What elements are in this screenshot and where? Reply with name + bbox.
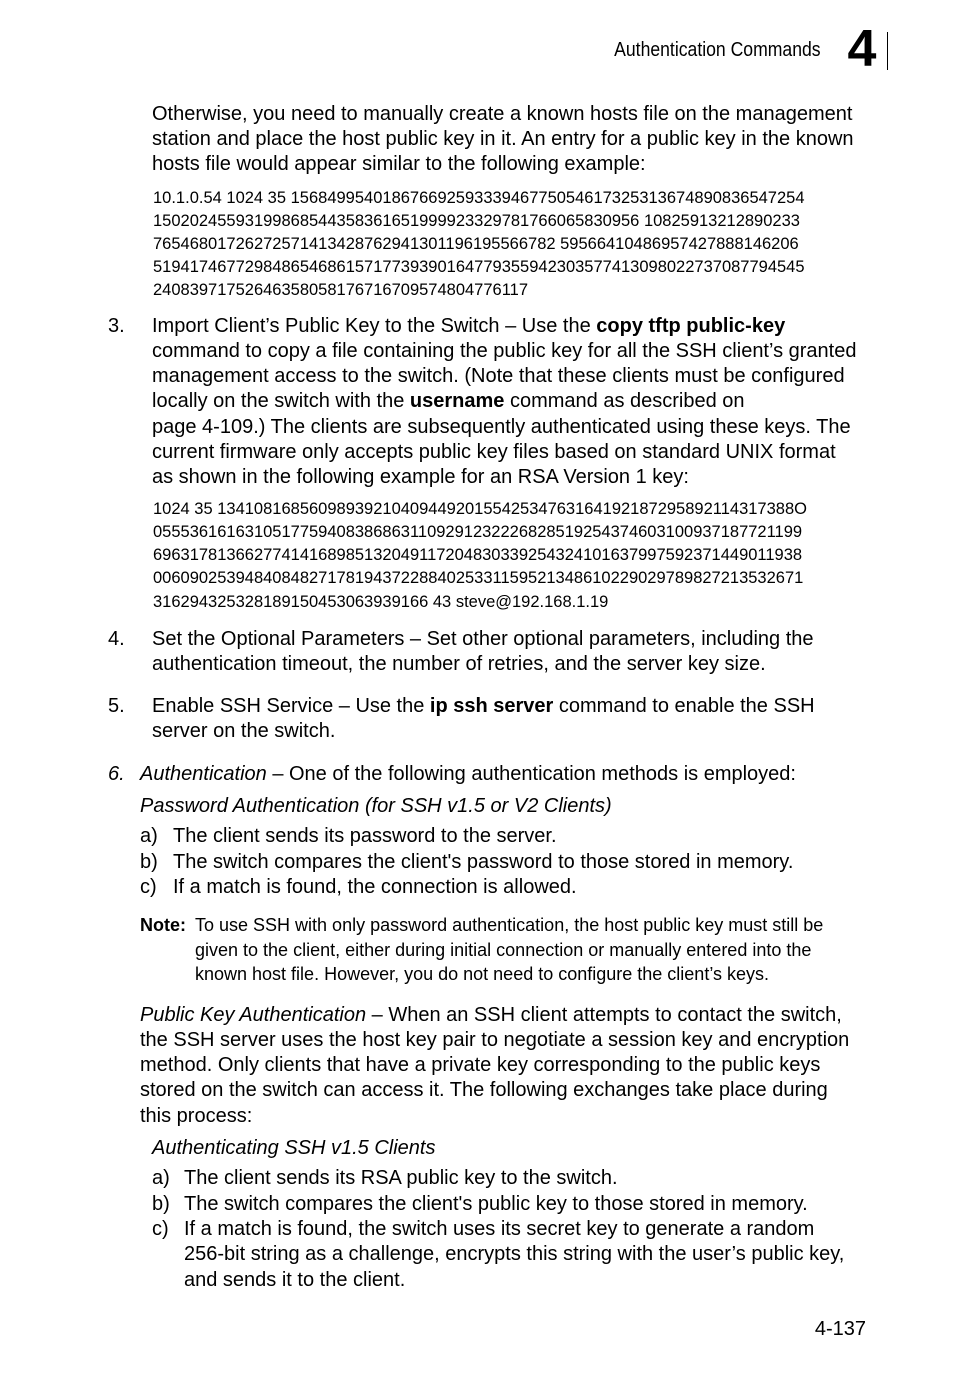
step-3-line-5: page 4-109.) The clients are subsequently authenticated using these keys. The	[152, 416, 851, 438]
rsa-key-line-4: 00609025394840848271781943722884025331159521348610229029789827213532671	[153, 569, 804, 587]
step-3-line-3: management access to the switch. (Note that these clients must be configured	[152, 365, 845, 387]
step-3-text: Import Client’s Public Key to the Switch – Use the	[152, 315, 597, 337]
password-item-c-marker: c)	[140, 876, 157, 898]
password-item-c: If a match is found, the connection is allowed.	[173, 876, 577, 898]
step-3-line-4	[152, 389, 745, 414]
step-6-text: – One of the following authentication methods is employed:	[266, 763, 796, 785]
pubkey-text: – When an SSH client attempts to contact the switch,	[366, 1004, 842, 1026]
step-3-line-1	[152, 314, 785, 339]
chapter-number: 4	[847, 20, 877, 78]
pubkey-auth-title: Public Key Authentication	[140, 1004, 367, 1026]
note-label: Note:	[140, 915, 186, 935]
step-5-number: 5.	[108, 695, 125, 717]
v15-item-b: The switch compares the client's public key to those stored in memory.	[184, 1193, 808, 1215]
step-3-text: command as described on	[504, 390, 745, 412]
step-6-number: 6.	[108, 763, 125, 785]
v15-item-c-line-3: and sends it to the client.	[184, 1269, 406, 1291]
password-item-a: The client sends its password to the server.	[173, 825, 557, 847]
step-5-text: Enable SSH Service – Use the	[152, 695, 430, 717]
step-6-title: Authentication	[140, 763, 267, 785]
note-line-1: To use SSH with only password authentication, the host public key must still be	[195, 915, 824, 935]
pubkey-line-2: the SSH server uses the host key pair to negotiate a session key and encryption	[140, 1029, 850, 1051]
step-3-line-7: as shown in the following example for an RSA Version 1 key:	[152, 466, 689, 488]
v15-item-b-marker: b)	[152, 1193, 170, 1215]
known-hosts-line-2: 15020245593199868544358361651999923329781766065830956 10825913212890233	[153, 212, 800, 230]
command-username: username	[409, 390, 505, 412]
known-hosts-line-5: 24083971752646358058176716709574804776117	[153, 281, 529, 299]
v15-item-c-marker: c)	[152, 1218, 169, 1240]
step-3-line-6: current firmware only accepts public key files based on standard UNIX format	[152, 441, 836, 463]
page-number: 4-137	[814, 1318, 866, 1340]
note-line-2: given to the client, either during initial connection or manually entered into the	[195, 940, 812, 960]
intro-line-2: station and place the host public key in it. An entry for a public key in the known	[152, 128, 854, 150]
pubkey-line-4: stored on the switch can access it. The following exchanges take place during	[140, 1079, 828, 1101]
command-ip-ssh-server: ip ssh server	[429, 695, 554, 717]
v15-item-a: The client sends its RSA public key to the switch.	[184, 1167, 618, 1189]
known-hosts-line-4: 51941746772984865468615717739390164779355942303577413098022737087794545	[153, 258, 805, 276]
rsa-key-line-1: 1024 35 134108168560989392104094492015542534763164192187295892114317388O	[153, 500, 807, 518]
password-item-b: The switch compares the client's password to those stored in memory.	[173, 851, 794, 873]
v15-item-c-line-1: If a match is found, the switch uses its secret key to generate a random	[184, 1218, 815, 1240]
step-6-line-1	[140, 762, 796, 787]
step-5-text: command to enable the SSH	[553, 695, 815, 717]
step-3-line-2: command to copy a file containing the public key for all the SSH client’s granted	[152, 340, 857, 362]
v15-item-a-marker: a)	[152, 1167, 170, 1189]
running-header-title: Authentication Commands	[614, 39, 821, 61]
step-5-line-2: server on the switch.	[152, 720, 336, 742]
password-auth-heading: Password Authentication (for SSH v1.5 or V2 Clients)	[140, 795, 612, 817]
rsa-key-line-3: 69631781366277414168985132049117204830339254324101637997592371449011938	[153, 546, 803, 564]
step-4-line-2: authentication timeout, the number of retries, and the server key size.	[152, 653, 766, 675]
step-5-line-1	[152, 694, 815, 719]
chapter-tab	[842, 20, 888, 78]
v15-heading: Authenticating SSH v1.5 Clients	[152, 1137, 436, 1159]
pubkey-line-3: method. Only clients that have a private key corresponding to the public keys	[140, 1054, 821, 1076]
password-item-b-marker: b)	[140, 851, 158, 873]
v15-item-c-line-2: 256-bit string as a challenge, encrypts this string with the user’s public key,	[184, 1243, 845, 1265]
note-line-3: known host file. However, you do not need to configure the client’s keys.	[195, 964, 770, 984]
password-item-a-marker: a)	[140, 825, 158, 847]
intro-line-1: Otherwise, you need to manually create a known hosts file on the management	[152, 103, 853, 125]
known-hosts-line-1: 10.1.0.54 1024 35 15684995401867669259333946775054617325313674890836547254	[153, 189, 805, 207]
pubkey-line-5: this process:	[140, 1105, 253, 1127]
pubkey-line-1	[140, 1003, 842, 1028]
intro-line-3: hosts file would appear similar to the following example:	[152, 153, 646, 175]
step-4-line-1: Set the Optional Parameters – Set other optional parameters, including the	[152, 628, 814, 650]
command-copy-tftp-public-key: copy tftp public-key	[596, 315, 786, 337]
step-3-number: 3.	[108, 315, 125, 337]
rsa-key-line-5: 316294325328189150453063939166 43 steve@192.168.1.19	[153, 593, 609, 611]
rsa-key-line-2: 05553616163105177594083868631109291232226828519254374603100937187721199	[153, 523, 803, 541]
known-hosts-line-3: 76546801726272571413428762941301196195566782 59566410486957427888146206	[153, 235, 799, 253]
step-4-number: 4.	[108, 628, 125, 650]
step-3-text: locally on the switch with the	[152, 390, 410, 412]
